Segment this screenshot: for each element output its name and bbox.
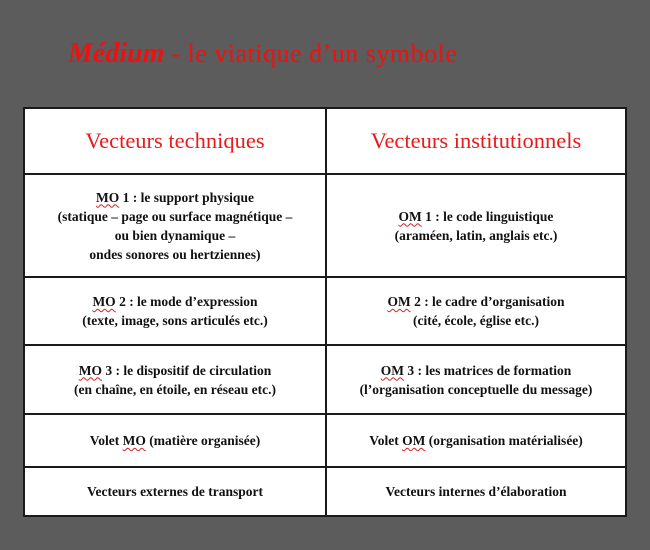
- cell-detail-line: (araméen, latin, anglais etc.): [394, 227, 558, 243]
- table-row: [24, 467, 626, 516]
- cell-detail-line: (cité, école, église etc.): [413, 313, 539, 328]
- cell-detail-line: (en chaîne, en étoile, en réseau etc.): [73, 381, 277, 397]
- cell-detail-line: (l’organisation conceptuelle du message): [359, 381, 593, 397]
- code-om: OM: [387, 294, 411, 309]
- header-institutional-vectors: [326, 108, 626, 174]
- cell-heading-text: 2 : le cadre d’organisation: [410, 294, 565, 309]
- header-institutional-label: Vecteurs institutionnels: [370, 128, 582, 153]
- cell-suffix: (matière organisée): [145, 433, 261, 448]
- cell-prefix: Volet: [369, 433, 403, 448]
- cell-heading-line: [333, 361, 619, 380]
- cell-mo2: [24, 277, 326, 345]
- table-row: [24, 345, 626, 414]
- cell-prefix: Volet: [89, 433, 123, 448]
- title-subtitle: - le viatique d’un symbole: [164, 39, 458, 68]
- cell-mo3: [24, 345, 326, 414]
- cell-external-vectors: [24, 467, 326, 516]
- cell-detail-line: (texte, image, sons articulés etc.): [82, 313, 268, 328]
- cell-heading-text: 1 : le support physique: [119, 189, 254, 205]
- cell-mo1: [24, 174, 326, 277]
- cell-detail-line: ou bien dynamique –: [114, 227, 236, 243]
- cell-heading-line: [333, 292, 619, 311]
- cell-heading-text: 1 : le code linguistique: [421, 208, 554, 224]
- cell-internal-vectors: [326, 467, 626, 516]
- cell-om3: [326, 345, 626, 414]
- cell-heading-line: [31, 292, 319, 311]
- cell-detail-line: ondes sonores ou hertziennes): [89, 246, 261, 262]
- cell-om2: [326, 277, 626, 345]
- cell-heading-line: [31, 361, 319, 380]
- header-technical-vectors: [24, 108, 326, 174]
- cell-heading-line: [333, 207, 619, 226]
- cell-volet-mo: [24, 414, 326, 467]
- code-mo: MO: [122, 433, 146, 448]
- cell-heading-text: 3 : les matrices de formation: [404, 362, 572, 378]
- code-om: OM: [398, 208, 422, 224]
- cell-om1: [326, 174, 626, 277]
- table-header-row: [24, 108, 626, 174]
- cell-text: Vecteurs externes de transport: [86, 484, 264, 499]
- table-row: [24, 277, 626, 345]
- code-mo: MO: [78, 362, 102, 378]
- slide-title: [68, 36, 457, 72]
- cell-detail-line: (statique – page ou surface magnétique –: [57, 208, 293, 224]
- cell-heading-line: [31, 188, 319, 207]
- table-row: [24, 414, 626, 467]
- cell-suffix: (organisation matérialisée): [425, 433, 583, 448]
- code-mo: MO: [92, 294, 116, 309]
- cell-volet-om: [326, 414, 626, 467]
- cell-heading-text: 3 : le dispositif de circulation: [101, 362, 272, 378]
- code-om: OM: [380, 362, 405, 378]
- table-row: [24, 174, 626, 277]
- code-om: OM: [402, 433, 426, 448]
- title-word-medium: Médium: [68, 38, 165, 69]
- cell-heading-text: 2 : le mode d’expression: [115, 294, 258, 309]
- header-technical-label: Vecteurs techniques: [85, 128, 265, 153]
- cell-text: Vecteurs internes d’élaboration: [385, 484, 567, 499]
- vectors-table: [23, 107, 627, 517]
- code-mo: MO: [96, 189, 120, 205]
